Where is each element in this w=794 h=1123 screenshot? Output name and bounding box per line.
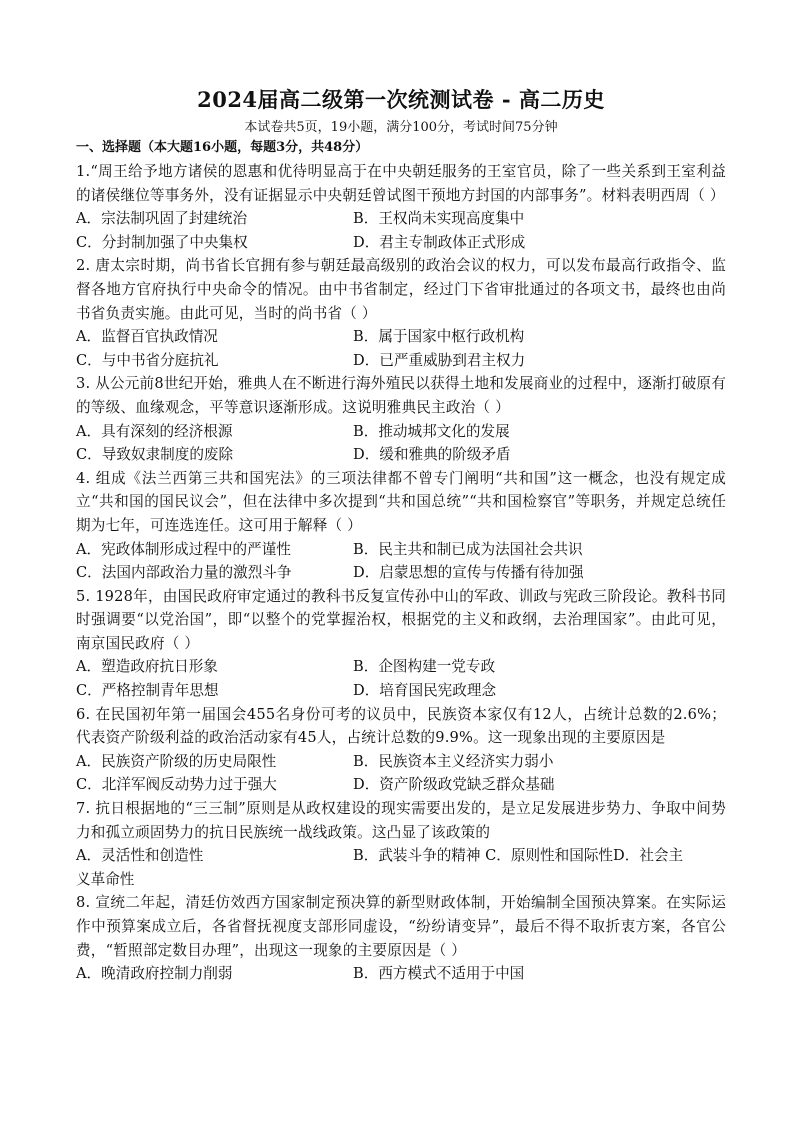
option-a: A．监督百官执政情况 <box>76 328 218 346</box>
option-row <box>76 561 726 585</box>
option-row <box>76 679 726 703</box>
option-row <box>76 349 726 373</box>
question-stem: 1.“周王给予地方诸侯的恩惠和优待明显高于在中央朝廷服务的王室官员，除了一些关系到王室利益的诸侯继位等事务外，没有证据显示中央朝廷曾试图干预地方封国的内部事务”。材料表明西周（ ） <box>76 163 726 204</box>
option-b: B．企图构建一党专政 <box>353 658 496 676</box>
option-a: A．民族资产阶级的历史局限性 <box>76 752 277 770</box>
question-5 <box>76 585 726 703</box>
option-c: C．与中书省分庭抗礼 <box>76 351 219 369</box>
option-row <box>76 231 726 255</box>
option-d: D．启蒙思想的宣传与传播有待加强 <box>353 564 584 582</box>
question-stem: 4. 组成《法兰西第三共和国宪法》的三项法律都不曾专门阐明“共和国”这一概念，也没有规定成立“共和国的国民议会”，但在法律中多次提到“共和国总统”“共和国检察官”等职务，并规定总统任期为七年，可连选连任。这可用于解释（ ） <box>76 469 726 534</box>
option-d: D．缓和雅典的阶级矛盾 <box>353 446 511 464</box>
option-c: C．严格控制青年思想 <box>76 682 219 700</box>
option-d: D．培育国民宪政理念 <box>353 682 497 700</box>
option-b: B．王权尚未实现高度集中 <box>353 210 525 228</box>
option-row <box>76 420 726 444</box>
option-c: C．导致奴隶制度的废除 <box>76 446 234 464</box>
option-c: C．北洋军阀反动势力过于强大 <box>76 776 277 794</box>
question-stem: 7. 抗日根据地的“三三制”原则是从政权建设的现实需要出发的，是立足发展进步势力、争取中间势力和孤立顽固势力的抗日民族统一战线政策。这凸显了该政策的 <box>76 800 726 841</box>
option-a: A．宗法制巩固了封建统治 <box>76 210 248 228</box>
option-a: A．宪政体制形成过程中的严谨性 <box>76 540 291 558</box>
option-b: B．属于国家中枢行政机构 <box>353 328 525 346</box>
question-1 <box>76 160 726 254</box>
option-row <box>76 325 726 349</box>
option-a: A．具有深刻的经济根源 <box>76 422 233 440</box>
option-row <box>76 962 726 986</box>
option-row <box>76 750 726 774</box>
exam-info: 本试卷共5页，19小题，满分100分，考试时间75分钟 <box>244 120 558 135</box>
question-7 <box>76 797 726 891</box>
option-d-continued: 义革命性 <box>76 870 135 888</box>
option-row <box>76 773 726 797</box>
option-row <box>76 443 726 467</box>
section-heading: 一、选择题（本大题16小题，每题3分，共48分） <box>76 140 369 155</box>
option-row <box>76 538 726 562</box>
question-8 <box>76 891 726 985</box>
question-3 <box>76 372 726 466</box>
option-b: B．民族资本主义经济实力弱小 <box>353 752 554 770</box>
option-row <box>76 868 726 892</box>
question-stem: 5. 1928年，由国民政府审定通过的教科书反复宣传孙中山的军政、训政与宪政三阶段论。教科书同时强调要“以党治国”，即“以整个的党掌握治权，根据党的主义和政纲，去治理国家”。由此可见，南京国民政府（ ） <box>76 587 726 652</box>
question-stem: 6. 在民国初年第一届国会455名身份可考的议员中，民族资本家仅有12人，占统计总数的2.6%；代表资产阶级利益的政治活动家有45人，占统计总数的9.9%。这一现象出现的主要原因是 <box>76 705 726 747</box>
question-stem: 3. 从公元前8世纪开始，雅典人在不断进行海外殖民以获得土地和发展商业的过程中，逐渐打破原有的等级、血缘观念，平等意识逐渐形成。这说明雅典民主政治（ ） <box>76 375 726 416</box>
option-d: D．君主专制政体正式形成 <box>353 233 526 251</box>
option-a: A．晚清政府控制力削弱 <box>76 965 233 983</box>
option-b-c-d: B．武装斗争的精神 C．原则性和国际性D．社会主 <box>353 847 684 865</box>
option-d: D．资产阶级政党缺乏群众基础 <box>353 776 555 794</box>
option-b: B．西方模式不适用于中国 <box>353 965 525 983</box>
option-b: B．民主共和制已成为法国社会共识 <box>353 540 583 558</box>
question-6 <box>76 703 726 797</box>
option-c: C．分封制加强了中央集权 <box>76 233 248 251</box>
question-stem: 8. 宣统二年起，清廷仿效西方国家制定预决算的新型财政体制，开始编制全国预决算案。在实际运作中预算案成立后，各省督抚视度支部形同虚设，“纷纷请变异”，最后不得不取折衷方案，各官公费，“暂照部定数目办理”，出现这一现象的主要原因是（ ） <box>76 894 726 959</box>
option-c: C．法国内部政治力量的激烈斗争 <box>76 564 292 582</box>
option-b: B．推动城邦文化的发展 <box>353 422 510 440</box>
question-2 <box>76 254 726 372</box>
option-row <box>76 655 726 679</box>
option-d: D．已严重威胁到君主权力 <box>353 351 526 369</box>
option-a: A．塑造政府抗日形象 <box>76 658 218 676</box>
page-title: 2024届高二级第一次统测试卷 - 高二历史 <box>197 87 605 112</box>
option-row <box>76 207 726 231</box>
option-row <box>76 844 726 868</box>
option-a: A．灵活性和创造性 <box>76 847 204 865</box>
question-stem: 2. 唐太宗时期，尚书省长官拥有参与朝廷最高级别的政治会议的权力，可以发布最高行政指令、监督各地方官府执行中央命令的情况。由中书省制定，经过门下省审批通过的各项文书，最终也由尚书省负责实施。由此可见，当时的尚书省（ ） <box>76 257 726 322</box>
question-4 <box>76 467 726 585</box>
